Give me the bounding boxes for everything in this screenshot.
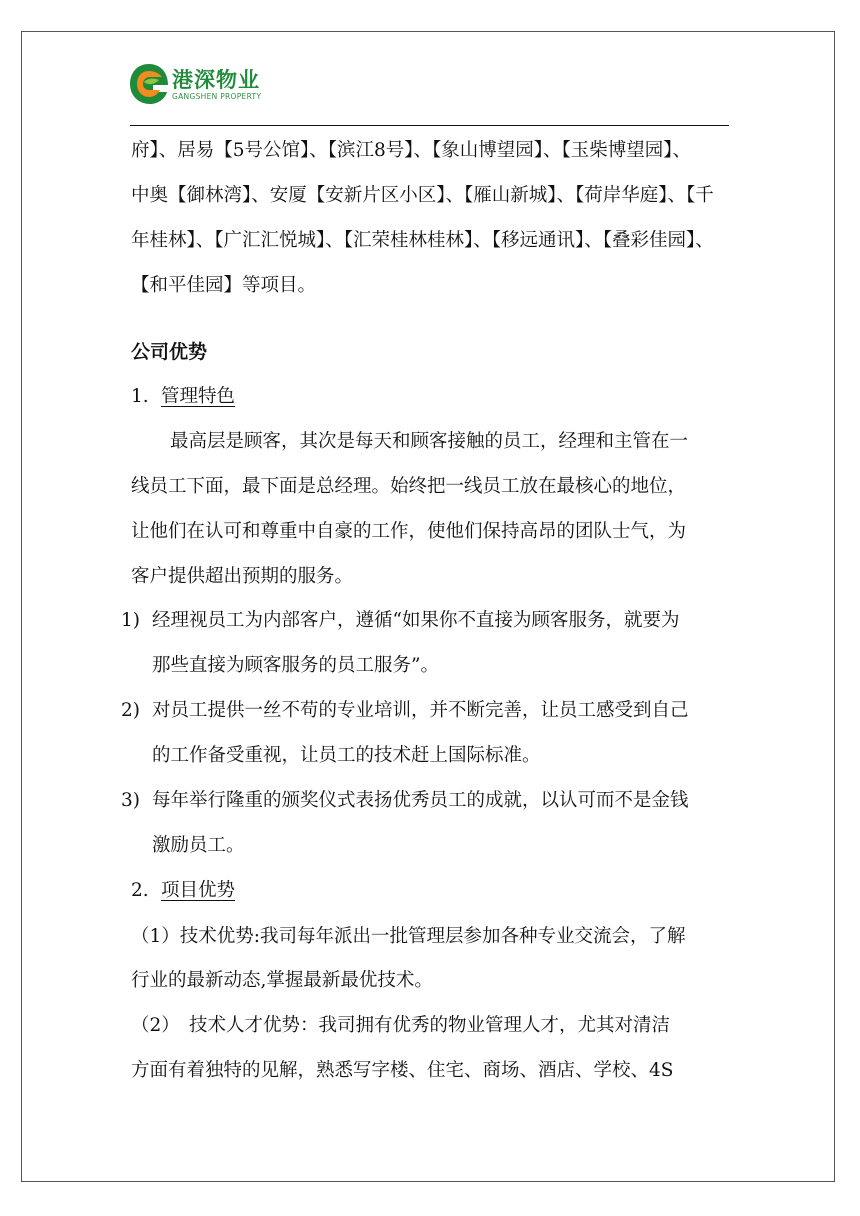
paragraph-line: 让他们在认可和尊重中自豪的工作，使他们保持高昂的团队士气，为 bbox=[131, 521, 687, 542]
list-item-number: 2) bbox=[121, 700, 140, 721]
paragraph-line: 方面有着独特的见解，熟悉写字楼、住宅、商场、酒店、学校、4S bbox=[131, 1060, 674, 1081]
paragraph-line: 线员工下面，最下面是总经理。始终把一线员工放在最核心的地位， bbox=[131, 476, 687, 497]
text-line: 中奥【御林湾】、安厦【安新片区小区】、【雁山新城】、【荷岸华庭】、【千 bbox=[131, 185, 714, 206]
paragraph-line: 行业的最新动态,掌握最新最优技术。 bbox=[131, 970, 433, 991]
list-item-text: 每年举行隆重的颁奖仪式表扬优秀员工的成就，以认可而不是金钱 bbox=[152, 790, 689, 811]
item-title: 项目优势 bbox=[161, 880, 236, 901]
item-number: 2. bbox=[131, 880, 149, 901]
list-item-number: 1) bbox=[121, 610, 140, 631]
list-item-number: 3) bbox=[121, 790, 140, 811]
list-item-text: 激励员工。 bbox=[152, 835, 245, 856]
paragraph-line: 最高层是顾客，其次是每天和顾客接触的员工，经理和主管在一 bbox=[170, 431, 689, 452]
header-divider bbox=[130, 125, 729, 126]
list-item-text: 对员工提供一丝不苟的专业培训，并不断完善，让员工感受到自己 bbox=[152, 700, 689, 721]
text-line: 【和平佳园】等项目。 bbox=[131, 275, 317, 296]
logo-name-cn: 港深物业 bbox=[172, 68, 260, 92]
list-item-text: 经理视员工为内部客户，遵循“如果你不直接为顾客服务，就要为 bbox=[152, 610, 680, 631]
text-line: 府】、居易【5号公馆】、【滨江8号】、【象山博望园】、【玉柴博望园】、 bbox=[131, 140, 692, 161]
text-line: 年桂林】、【广汇汇悦城】、【汇荣桂林桂林】、【移远通讯】、【叠彩佳园】、 bbox=[131, 230, 714, 251]
item-title: 管理特色 bbox=[161, 386, 236, 407]
logo-mark-icon bbox=[128, 60, 170, 108]
paragraph-line: 客户提供超出预期的服务。 bbox=[131, 566, 354, 587]
item-number: 1. bbox=[131, 386, 149, 407]
logo-name-en: GANGSHEN PROPERTY bbox=[172, 92, 262, 101]
paragraph-line: （1）技术优势:我司每年派出一批管理层参加各种专业交流会，了解 bbox=[131, 926, 686, 947]
company-logo bbox=[128, 60, 328, 110]
list-item-text: 的工作备受重视，让员工的技术赶上国际标准。 bbox=[152, 745, 541, 766]
paragraph-line: （2） 技术人才优势：我司拥有优秀的物业管理人才，尤其对清洁 bbox=[131, 1015, 671, 1036]
section-title: 公司优势 bbox=[131, 341, 208, 363]
list-item-text: 那些直接为顾客服务的员工服务”。 bbox=[152, 655, 439, 676]
